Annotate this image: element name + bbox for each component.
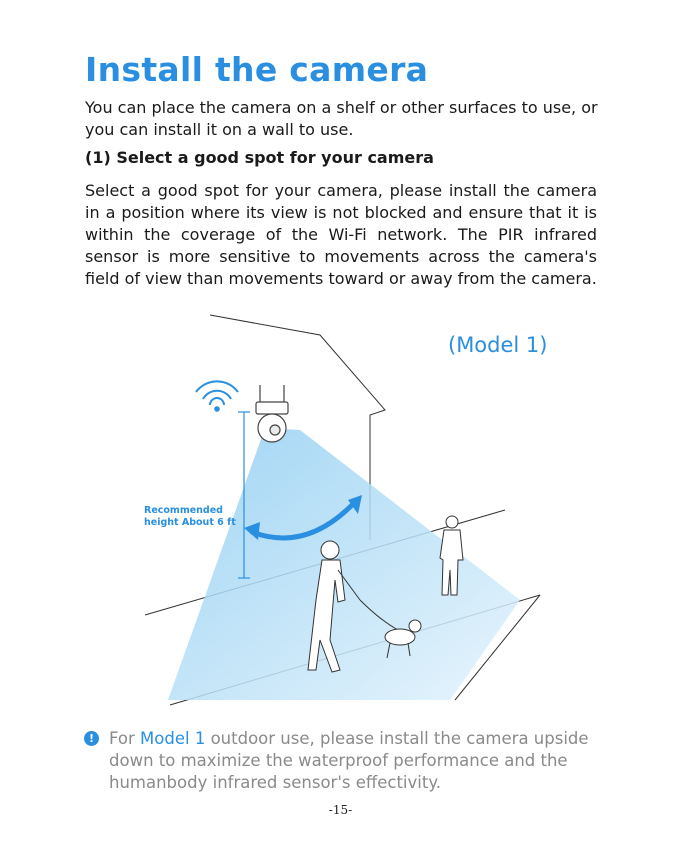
camera-placement-illustration [0, 300, 681, 720]
height-label-line2: height About 6 ft [144, 517, 236, 528]
page-number: -15- [328, 803, 353, 817]
model-label: (Model 1) [448, 333, 548, 357]
section-heading: (1) Select a good spot for your camera [85, 148, 434, 167]
body-paragraph: Select a good spot for your camera, please install the camera in a position where its view is not blocked and ensure that it is within the coverage of the Wi-Fi network. The PIR infrared sensor is more sensitive to movements across the camera's field of view than movements toward or away from the camera. [85, 181, 597, 288]
camera-view-beam [168, 428, 520, 700]
intro-paragraph: You can place the camera on a shelf or other surfaces to use, or you can install it on a wall to use. [85, 98, 598, 139]
exclamation-icon: ! [84, 731, 99, 746]
page-title: Install the camera [85, 50, 429, 89]
note-prefix: For [109, 729, 141, 748]
note-text [109, 728, 609, 794]
height-label-line1: Recommended [144, 505, 223, 516]
height-label [144, 505, 236, 529]
note-model-highlight: Model 1 [140, 729, 206, 748]
camera-icon [256, 385, 288, 442]
wifi-icon [196, 381, 238, 410]
note-body: outdoor use, please install the camera upside down to maximize the waterproof performance and the humanbody infrared sensor's effectivity. [109, 729, 589, 792]
